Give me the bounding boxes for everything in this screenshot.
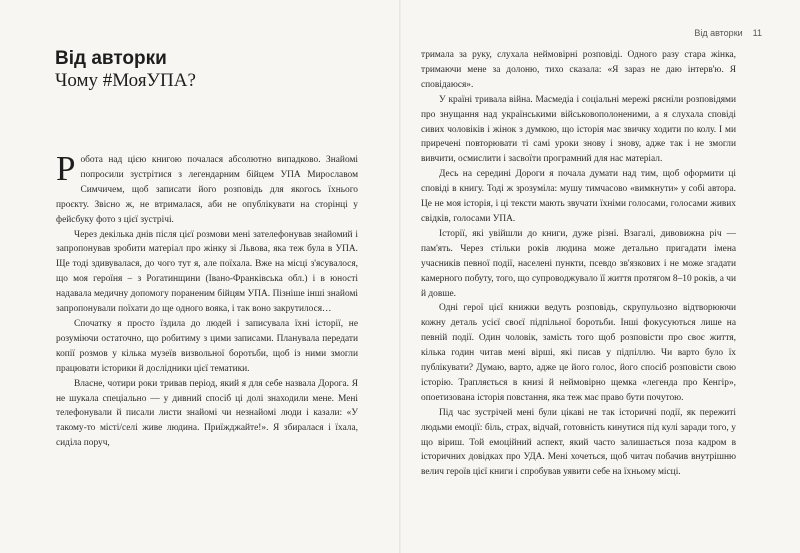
paragraph-text: обота над цією книгою почалася абсолютно випадково. Знайомі попросили зустрітися з легендарним бійцем УПА Мирославом Симчичем, щоб записати його розповідь для якогось їхнього проєкту. Звісно ж, не втрималася, аби не опублікувати на сторінці у фейсбуку фото з цієї зустрічі. xyxy=(56,155,358,225)
paragraph xyxy=(56,149,358,228)
paragraph: Спочатку я просто їздила до людей і записувала їхні історії, не розуміючи остаточно, що робитиму з цими записами. Планувала передати копії розмов у кілька музеїв визвольної боротьби, щоб із ними змогли працювати історики й дослідники цієї тематики. xyxy=(56,318,358,374)
chapter-subtitle: Чому #МояУПА? xyxy=(55,70,196,91)
right-page-text xyxy=(421,48,736,480)
chapter-title: Від авторки xyxy=(55,48,167,69)
paragraph: Власне, чотири роки тривав період, який я для себе назвала Дорога. Я не шукала спеціально — у дивний спосіб ці долі знаходили мене. Мені телефонували й писали листи знайомі чи незнайомі люди і казали: «У такому-то місті/селі живе людина. Приїжджайте!». Я збиралася і їхала, сиділа поруч, xyxy=(56,378,358,449)
chapter-title-block xyxy=(55,48,375,92)
paragraph: тримала за руку, слухала неймовірні розповіді. Одного разу стара жінка, тримаючи мене за долоню, тихо сказала: «Я зараз не даю інтерв'ю. Я сповідаюся». xyxy=(421,50,736,90)
page-gutter xyxy=(399,0,401,553)
paragraph: У країні тривала війна. Масмедіа і соціальні мережі рясніли розповідями про знущання над українськими військовополоненими, а я слухала сповіді сивих чоловіків і жінок з думкою, що історія має звичку ходити по колу. І ми приречені повторювати ті самі уроки знову і знову, адже так і не змогли вивчити, осмислити і засвоїти програмний для нас матеріал. xyxy=(421,94,736,165)
paragraph: Десь на середині Дороги я почала думати над тим, щоб оформити ці сповіді в книгу. Тоді ж зрозуміла: мушу тимчасово «вимкнути» у собі автора. Це не моя історія, і ці тексти мають звучати їхніми голосами, голосами живих свідків, голосами УПА. xyxy=(421,169,736,224)
page-number: 11 xyxy=(752,28,762,38)
running-head xyxy=(694,28,762,38)
paragraph: Під час зустрічей мені були цікаві не так історичні події, як пережиті людьми емоції: біль, страх, відчай, готовність кинутися під кулі заради того, у що віриш. Той емоційний аспект, який часто залишається поза кадром в історичних довідках про УДА. Мені хочеться, щоб читач побачив внутрішню велич героїв цієї книги і спробував уявити себе на їхньому місці. xyxy=(421,407,736,478)
left-page-text xyxy=(56,149,358,451)
running-title: Від авторки xyxy=(694,28,743,38)
paragraph: Через декілька днів після цієї розмови мені зателефонував знайомий і запропонував зробити матеріал про жінку зі Львова, яка теж була в УПА. Ще тоді здивувалася, до чого тут я, але поїхала. Вже на місці з'ясувалося, що моя героїня – з Рогатинщини (Івано-Франківська обл.) і в юності надавала медичну допомогу пораненим бійцям УПА. Пізніше інші знайомі запропонували поїхати до ще одного вояка, і так воно закрутилося… xyxy=(56,229,358,315)
paragraph: Одні герої цієї книжки ведуть розповідь, скрупульозно відтворюючи кожну деталь усієї своєї підпільної боротьби. Інші фокусуються лише на певній події. Один чоловік, замість того щоб розповісти про своє життя, кілька годин читав мені вірші, які писав у підпіллю. Чи варто було їх публікувати? Думаю, варто, адже це його голос, його спосіб розповісти свою історію. Трапляється в книзі й неймовірно щемка «легенда про Кенгір», опоетизована історія повстання, яка теж має право бути почутою. xyxy=(421,303,736,403)
paragraph: Історії, які увійшли до книги, дуже різні. Взагалі, дивовижна річ — пам'ять. Через стільки років людина може детально пригадати імена учасників певної події, населені пункти, псевдо зв'язкових і не може згадати камерного побуту, того, що супроводжувало її життя протягом 8–10 років, а чи й довше. xyxy=(421,228,736,299)
drop-cap: Р xyxy=(56,149,76,188)
